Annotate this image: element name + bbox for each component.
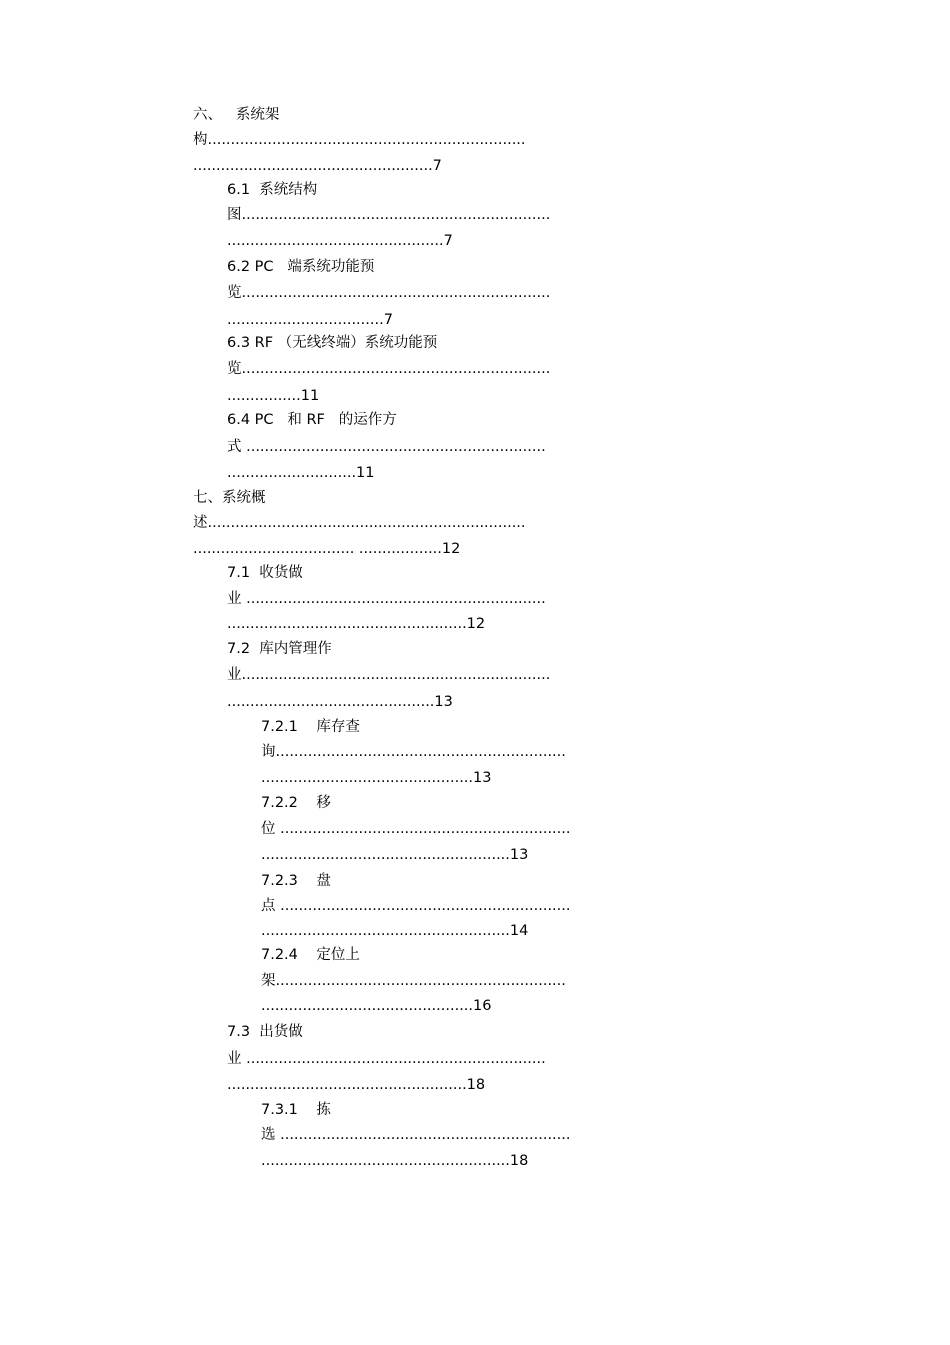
toc-entry-leader: 业 ................................................................. [227, 1051, 546, 1067]
toc-entry-page: ...............................................7 [227, 233, 453, 249]
toc-entry-page: ......................................................14 [261, 923, 529, 939]
toc-entry-title: 7.2 库内管理作 [227, 641, 332, 657]
toc-entry-page: ..............................................13 [261, 770, 492, 786]
toc-entry-leader: 选 ............................................................... [261, 1127, 571, 1143]
toc-entry-title: 6.3 RF （无线终端）系统功能预 [227, 335, 438, 351]
toc-entry-page: ................................... ..................12 [193, 541, 461, 557]
toc-entry-page: ............................11 [227, 465, 375, 481]
toc-entry-leader: 图................................................................... [227, 207, 551, 223]
toc-entry-title: 6.2 PC 端系统功能预 [227, 259, 375, 275]
toc-entry-title: 7.2.3 盘 [261, 873, 331, 889]
toc-entry-page: ..............................................16 [261, 998, 492, 1014]
toc-entry-page: ....................................................7 [193, 158, 442, 174]
toc-entry-title: 7.2.4 定位上 [261, 947, 360, 963]
toc-entry-leader: 式 ................................................................. [227, 439, 546, 455]
toc-entry-leader: 业 ................................................................. [227, 591, 546, 607]
toc-entry-leader: 览................................................................... [227, 361, 551, 377]
toc-entry-title: 6.4 PC 和 RF 的运作方 [227, 412, 397, 428]
toc-entry-title: 7.2.1 库存查 [261, 719, 360, 735]
toc-entry-title: 7.3.1 拣 [261, 1102, 331, 1118]
toc-entry-page: .............................................13 [227, 694, 453, 710]
toc-entry-leader: 点 ............................................................... [261, 898, 571, 914]
toc-entry-title: 六、 系统架 [193, 107, 280, 123]
toc-entry-leader: 架............................................................... [261, 973, 566, 989]
toc-entry-leader: 览................................................................... [227, 285, 551, 301]
toc-entry-page: ......................................................13 [261, 847, 529, 863]
toc-entry-page: ......................................................18 [261, 1153, 529, 1169]
toc-entry-title: 七、系统概 [193, 490, 266, 506]
toc-entry-leader: 业................................................................... [227, 667, 551, 683]
toc-entry-page: ....................................................18 [227, 1077, 486, 1093]
toc-entry-leader: 询............................................................... [261, 744, 566, 760]
toc-entry-title: 7.2.2 移 [261, 795, 331, 811]
toc-entry-title: 7.3 出货做 [227, 1024, 303, 1040]
toc-entry-leader: 述..................................................................... [193, 515, 526, 531]
toc-entry-leader: 构..................................................................... [193, 132, 526, 148]
toc-entry-title: 7.1 收货做 [227, 565, 303, 581]
toc-entry-page: ....................................................12 [227, 616, 486, 632]
toc-entry-title: 6.1 系统结构 [227, 182, 318, 198]
toc-entry-leader: 位 ............................................................... [261, 821, 571, 837]
toc-entry-page: ..................................7 [227, 312, 393, 328]
toc-entry-page: ................11 [227, 388, 320, 404]
